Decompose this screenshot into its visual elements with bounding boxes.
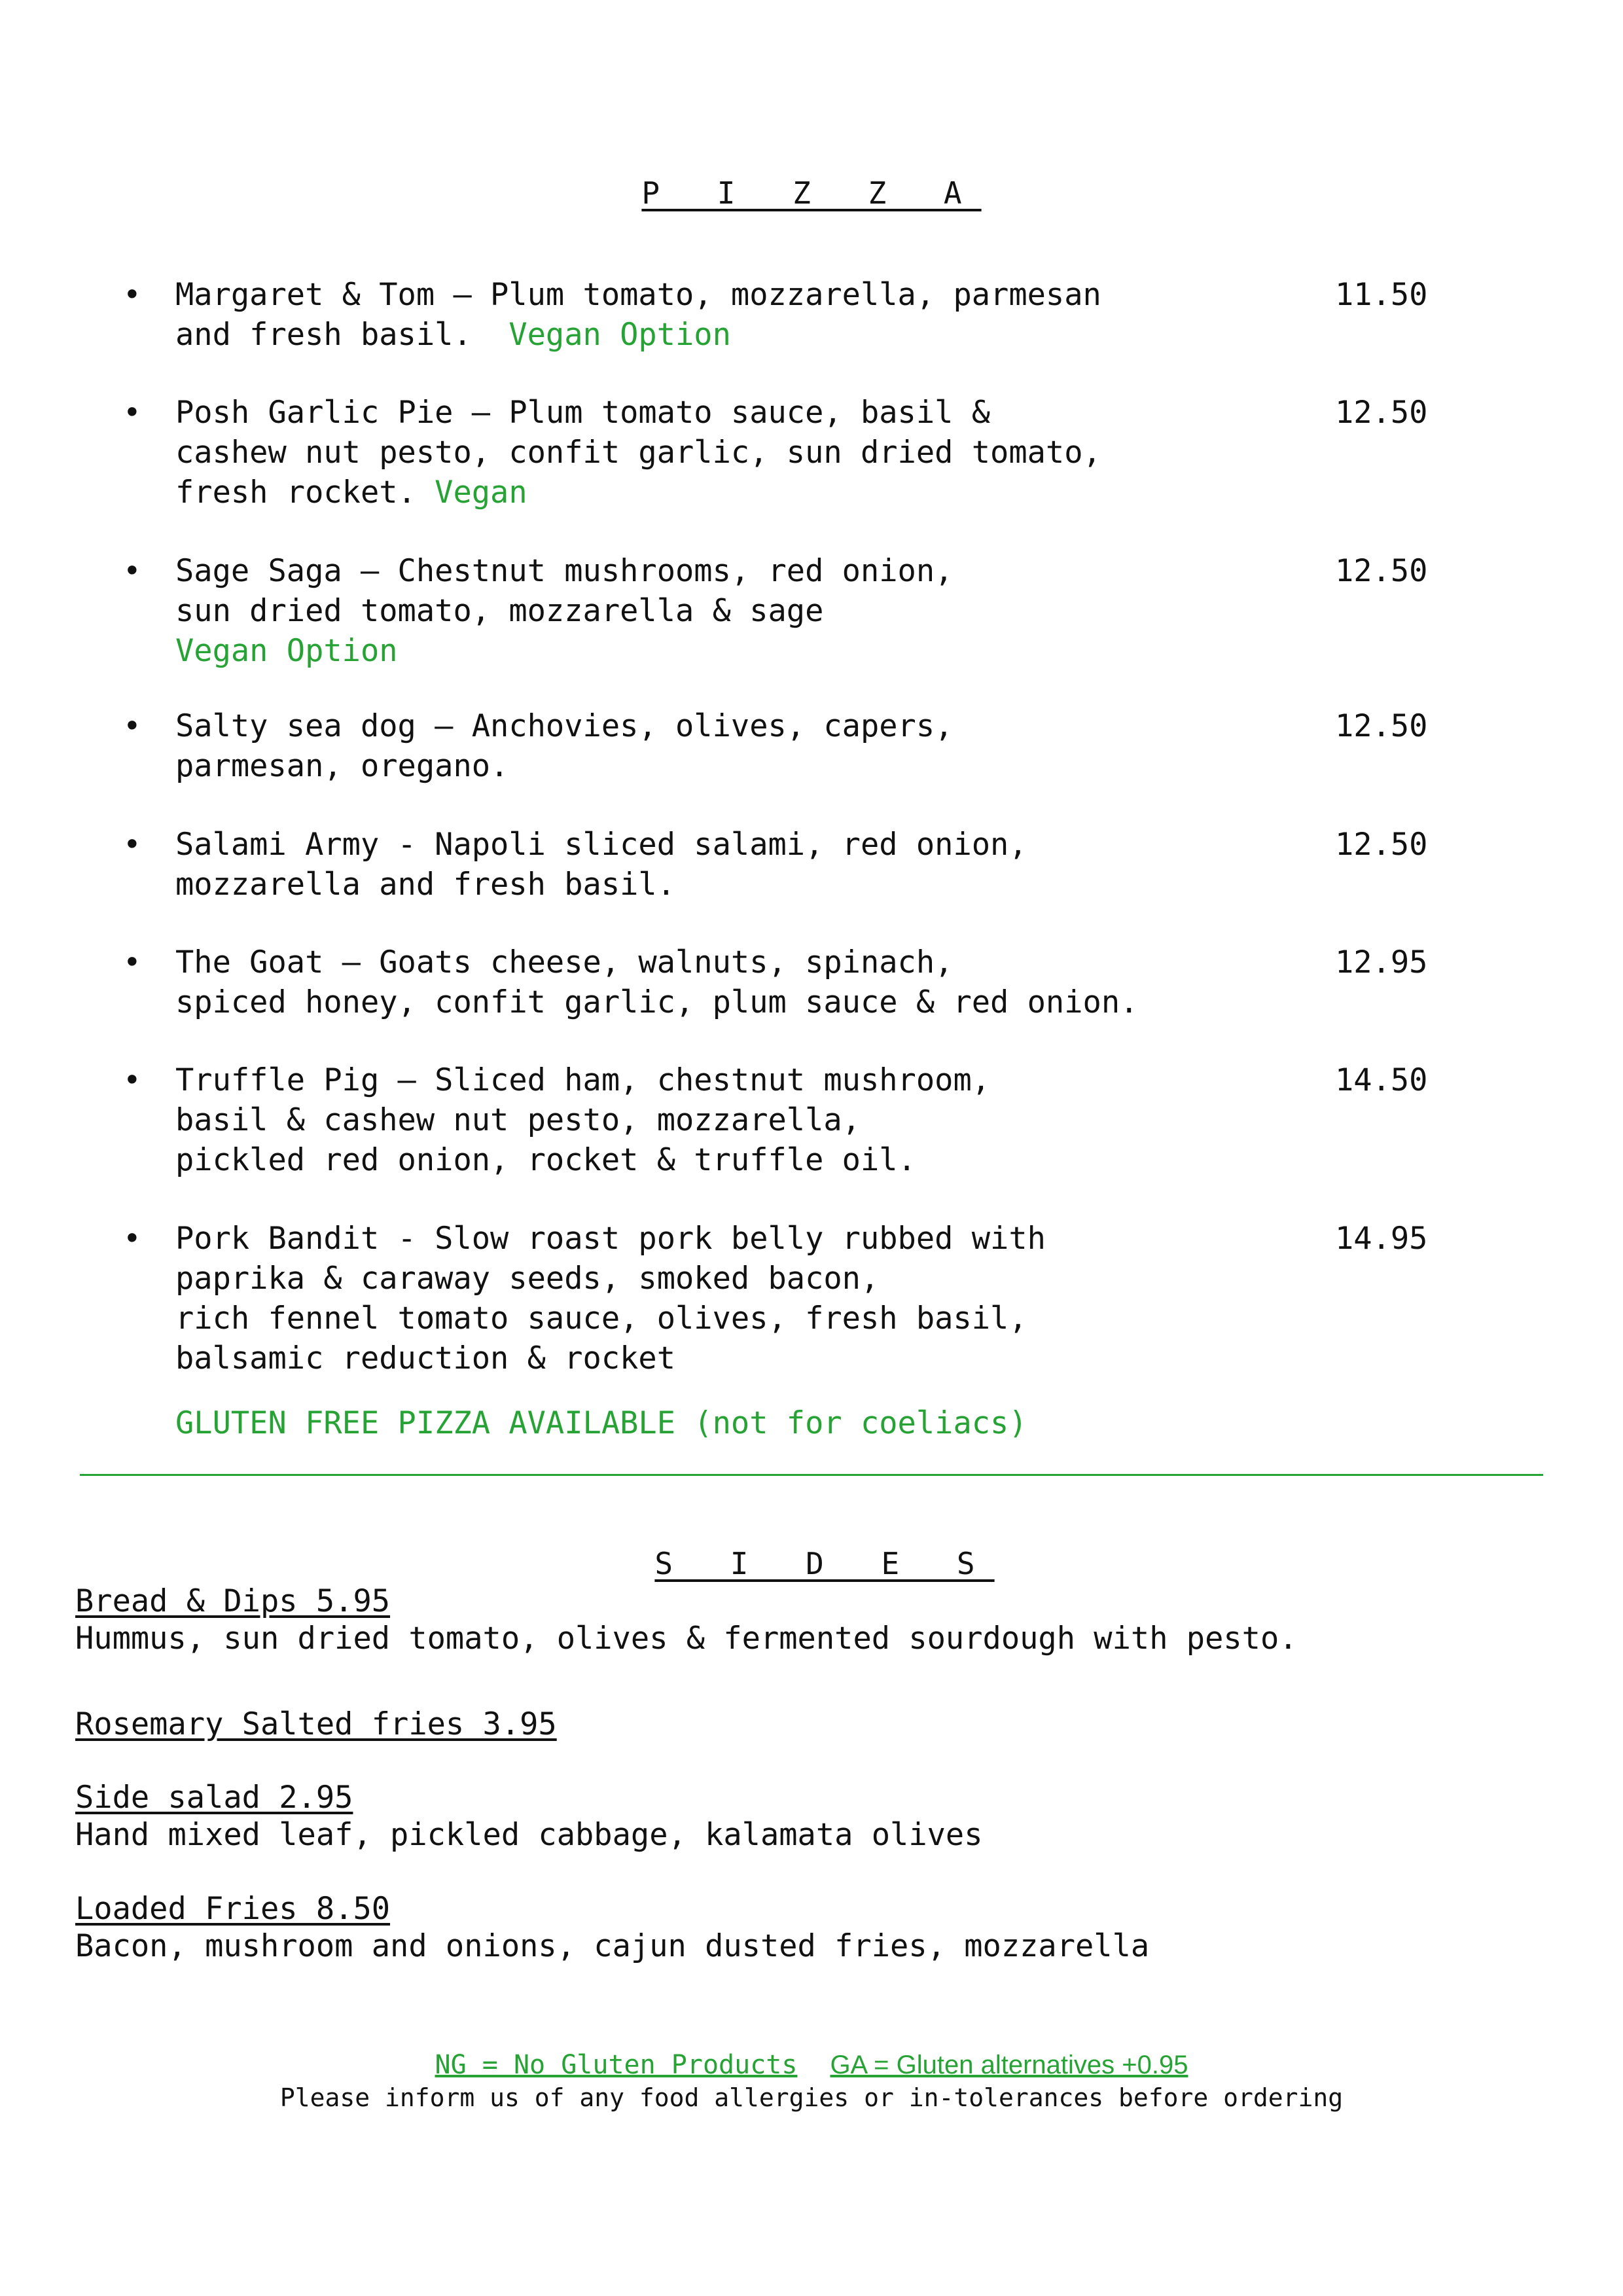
side-item-description: Hummus, sun dried tomato, olives & fermented sourdough with pesto. [75,1621,1298,1657]
allergy-notice: Please inform us of any food allergies or in-tolerances before ordering [279,2083,1344,2112]
bullet-icon: • [123,1062,141,1098]
vegan-tag: Vegan [435,475,527,511]
pizza-item-salami-army [0,825,1623,956]
pizza-item-margaret-tom [0,275,1623,406]
pizza-item-the-goat [0,942,1623,1073]
pizza-item-description: Salty sea dog – Anchovies, olives, capers, parmesan, oregano. [175,708,954,784]
vegan-option-tag: Vegan Option [175,633,398,669]
side-item-title: Rosemary Salted fries 3.95 [75,1706,557,1742]
pizza-item-price: 11.50 [1335,277,1428,313]
pizza-item-description: Salami Army - Napoli sliced salami, red onion, mozzarella and fresh basil. [175,827,1027,903]
pizza-item-description: Pork Bandit - Slow roast pork belly rubbed with paprika & caraway seeds, smoked bacon, rich fennel tomato sauce, olives, fresh basil, balsamic reduction & rocket [175,1221,1046,1376]
pizza-item-price: 14.95 [1335,1221,1428,1257]
section-divider [80,1474,1543,1476]
pizza-item-description: Sage Saga – Chestnut mushrooms, red onion, sun dried tomato, mozzarella & sage Vegan Option [175,553,954,669]
pizza-item-salty-sea-dog [0,706,1623,837]
pizza-item-description: The Goat – Goats cheese, walnuts, spinach, spiced honey, confit garlic, plum sauce & red onion. [175,944,1139,1020]
bullet-icon: • [123,827,141,862]
side-item-side-salad [75,1779,1580,1854]
bullet-icon: • [123,708,141,744]
side-item-description: Bacon, mushroom and onions, cajun dusted fries, mozzarella [75,1928,1150,1964]
side-item-title: Loaded Fries 8.50 [75,1891,391,1927]
pizza-item-price: 14.50 [1335,1062,1428,1098]
bullet-icon: • [123,944,141,980]
pizza-item-sage-saga [0,551,1623,682]
pizza-item-pork-bandit [0,1219,1623,1376]
side-item-loaded-fries [75,1890,1580,1965]
gluten-alternatives-note: GA = Gluten alternatives +0.95 [830,2051,1188,2079]
pizza-item-price: 12.50 [1335,827,1428,863]
gluten-legend [0,2047,1623,2083]
side-item-title: Side salad 2.95 [75,1780,353,1816]
side-item-rosemary-fries [75,1706,1580,1743]
pizza-item-description: Margaret & Tom – Plum tomato, mozzarella, parmesan and fresh basil. Vegan Option [175,277,1101,353]
pizza-item-price: 12.50 [1335,395,1428,431]
pizza-item-description: Truffle Pig – Sliced ham, chestnut mushroom, basil & cashew nut pesto, mozzarella, pickled red onion, rocket & truffle oil. [175,1062,991,1178]
pizza-item-posh-garlic-pie [0,393,1623,524]
side-item-description: Hand mixed leaf, pickled cabbage, kalamata olives [75,1817,983,1853]
side-item-bread-dips [75,1583,1580,1657]
bullet-icon: • [123,395,141,430]
sides-section-title: S I D E S [654,1546,995,1581]
side-item-title: Bread & Dips 5.95 [75,1583,391,1619]
bullet-icon: • [123,277,141,312]
bullet-icon: • [123,553,141,588]
pizza-item-price: 12.50 [1335,708,1428,744]
pizza-item-price: 12.50 [1335,553,1428,589]
pizza-item-description: Posh Garlic Pie – Plum tomato sauce, basil & cashew nut pesto, confit garlic, sun dried tomato, fresh rocket. Vegan [175,395,1101,511]
no-gluten-note: NG = No Gluten Products [435,2050,798,2080]
bullet-icon: • [123,1221,141,1256]
gluten-free-note: GLUTEN FREE PIZZA AVAILABLE (not for coeliacs) [175,1405,1027,1441]
pizza-section-title: P I Z Z A [641,175,982,211]
vegan-option-tag: Vegan Option [508,317,731,353]
pizza-item-truffle-pig [0,1060,1623,1191]
pizza-item-price: 12.95 [1335,944,1428,980]
